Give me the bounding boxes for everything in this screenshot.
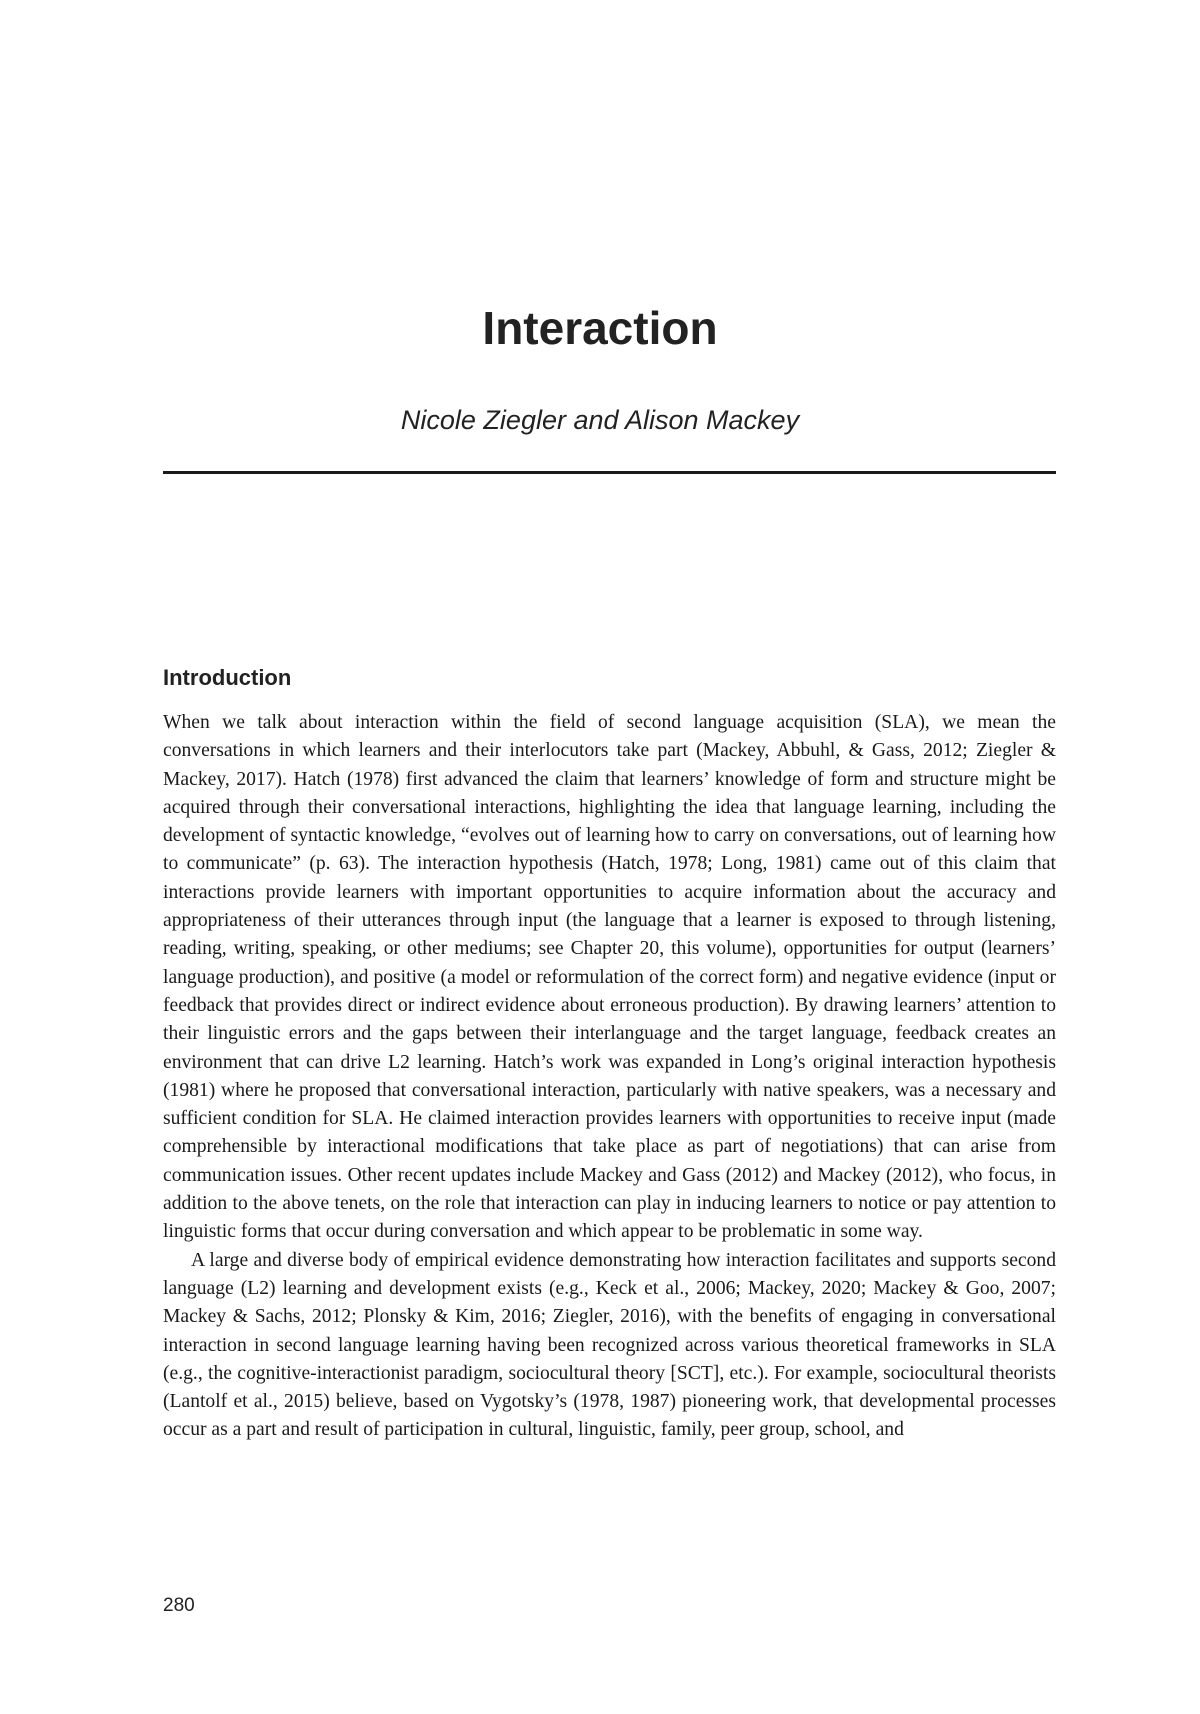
title-divider bbox=[163, 471, 1056, 474]
body-paragraph: When we talk about interaction within the field of second language acquisition (SLA), we mean the conversations in which learners and their interlocutors take part (Mackey, Abbuhl, & Gass, 2012; Ziegler & Mackey, 2017). Hatch (1978) first advanced the claim that learners’ knowledge of form and structure might be acquired through their conversational interactions, highlighting the idea that language learning, including the development of syntactic knowledge, “evolves out of learning how to carry on conversations, out of learning how to communicate” (p. 63). The interaction hypothesis (Hatch, 1978; Long, 1981) came out of this claim that interactions provide learners with important opportunities to acquire information about the accuracy and appropriateness of their utterances through input (the language that a learner is exposed to through listening, reading, writing, speaking, or other mediums; see Chapter 20, this volume), opportunities for output (learners’ language production), and positive (a model or reformulation of the correct form) and negative evidence (input or feedback that provides direct or indirect evidence about erroneous production). By drawing learners’ attention to their linguistic errors and the gaps between their interlanguage and the target language, feedback creates an environment that can drive L2 learning. Hatch’s work was expanded in Long’s original interaction hypothesis (1981) where he proposed that conversational interaction, particularly with native speakers, was a necessary and sufficient condition for SLA. He claimed interaction provides learners with opportunities to receive input (made comprehensible by interactional modifications that take place as part of negotiations) that can arise from communication issues. Other recent updates include Mackey and Gass (2012) and Mackey (2012), who focus, in addition to the above tenets, on the role that interaction can play in inducing learners to notice or pay attention to linguistic forms that occur during conversation and which appear to be problematic in some way. bbox=[163, 712, 1056, 1243]
chapter-authors: Nicole Ziegler and Alison Mackey bbox=[400, 405, 800, 435]
chapter-title: Interaction bbox=[482, 302, 718, 354]
section-heading: Introduction bbox=[163, 665, 292, 690]
body-paragraph: A large and diverse body of empirical evidence demonstrating how interaction facilitates and supports second language (L2) learning and development exists (e.g., Keck et al., 2006; Mackey, 2020; Mackey & Goo, 2007; Mackey & Sachs, 2012; Plonsky & Kim, 2016; Ziegler, 2016), with the benefits of engaging in conversational interaction in second language learning having been recognized across various theoretical frameworks in SLA (e.g., the cognitive-interactionist paradigm, sociocultural theory [SCT], etc.). For example, sociocultural theorists (Lantolf et al., 2015) believe, based on Vygotsky’s (1978, 1987) pioneering work, that developmental processes occur as a part and result of participation in cultural, linguistic, family, peer group, school, and bbox=[163, 1249, 1056, 1441]
body-text bbox=[163, 709, 1056, 1445]
page-number: 280 bbox=[163, 1595, 195, 1616]
